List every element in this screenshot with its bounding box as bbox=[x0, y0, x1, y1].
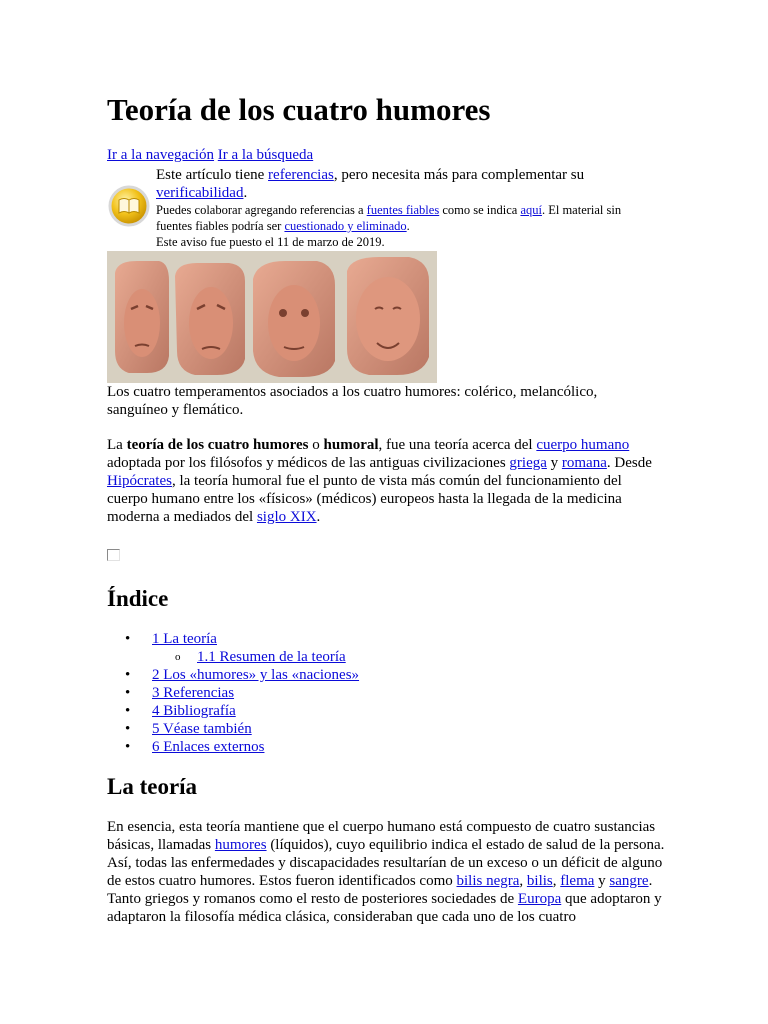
intro-paragraph bbox=[107, 436, 652, 526]
section-heading-la-teoria: La teoría bbox=[107, 774, 198, 799]
intro-text: adoptada por los filósofos y médicos de las antiguas civilizaciones bbox=[107, 455, 510, 471]
notice-text: Este artículo tiene bbox=[156, 167, 269, 183]
toc-item bbox=[125, 630, 359, 666]
cuerpo-humano-link[interactable]: cuerpo humano bbox=[536, 437, 630, 453]
verificabilidad-link[interactable]: verificabilidad bbox=[156, 185, 244, 201]
notice-text: . bbox=[406, 219, 410, 233]
body-text: que adoptaron y adaptaron la filosofía médica clásica, consideraban que cada uno de los cuatro bbox=[107, 891, 662, 925]
referencias-link[interactable]: referencias bbox=[268, 167, 334, 183]
notice-date: Este aviso fue puesto el 11 de marzo de 2019. bbox=[156, 235, 385, 249]
skip-search-link[interactable]: Ir a la búsqueda bbox=[217, 147, 314, 163]
toc-link-bibliografia[interactable]: 4 Bibliografía bbox=[152, 703, 236, 719]
hipocrates-link[interactable]: Hipócrates bbox=[107, 473, 172, 489]
notice-text: Puedes colaborar agregando referencias a bbox=[156, 203, 367, 217]
intro-text: La bbox=[107, 437, 127, 453]
cuestionado-link[interactable]: cuestionado y eliminado bbox=[284, 219, 407, 233]
four-temperaments-image[interactable] bbox=[107, 251, 437, 383]
body-text: y bbox=[594, 873, 610, 889]
body-text: En esencia, esta teoría mantiene que el cuerpo humano está compuesto de cuatro sustancias básicas, llamadas bbox=[107, 819, 656, 853]
toc-item bbox=[125, 684, 359, 702]
intro-text: o bbox=[308, 437, 324, 453]
page-title: Teoría de los cuatro humores bbox=[107, 92, 491, 127]
image-caption: Los cuatro temperamentos asociados a los cuatro humores: colérico, melancólico, sanguíneo y flemático. bbox=[107, 384, 598, 418]
intro-text: y bbox=[546, 455, 562, 471]
notice-line-1 bbox=[156, 166, 656, 202]
melancholic-face bbox=[175, 263, 245, 375]
toc-sublist bbox=[152, 648, 359, 666]
aqui-link[interactable]: aquí bbox=[520, 203, 542, 217]
skip-nav-link[interactable]: Ir a la navegación bbox=[107, 147, 215, 163]
toc-link-resumen[interactable]: 1.1 Resumen de la teoría bbox=[197, 649, 346, 665]
body-text: , bbox=[552, 873, 561, 889]
broken-image-icon bbox=[107, 549, 120, 561]
toc-link-referencias[interactable]: 3 Referencias bbox=[152, 685, 235, 701]
references-notice bbox=[156, 166, 656, 250]
body-text: . Tanto griegos y romanos como el resto de posteriores sociedades de bbox=[107, 873, 653, 907]
book-notice-icon bbox=[107, 184, 151, 228]
skip-links bbox=[107, 146, 313, 164]
phlegmatic-face bbox=[347, 257, 429, 375]
sangre-link[interactable]: sangre bbox=[609, 873, 649, 889]
toc-link-humores-naciones[interactable]: 2 Los «humores» y las «naciones» bbox=[152, 667, 360, 683]
europa-link[interactable]: Europa bbox=[517, 891, 562, 907]
romana-link[interactable]: romana bbox=[561, 455, 607, 471]
notice-text: , pero necesita más para complementar su bbox=[333, 167, 585, 183]
toc-link-la-teoria[interactable]: 1 La teoría bbox=[152, 631, 217, 647]
choleric-face bbox=[115, 261, 169, 373]
fuentes-fiables-link[interactable]: fuentes fiables bbox=[366, 203, 440, 217]
intro-text: . Desde bbox=[606, 455, 652, 471]
siglo-xix-link[interactable]: siglo XIX bbox=[256, 509, 317, 525]
toc-link-enlaces-externos[interactable]: 6 Enlaces externos bbox=[152, 739, 265, 755]
intro-bold-term: humoral bbox=[323, 437, 379, 453]
body-text: (líquidos), cuyo equilibrio indica el estado de salud de la persona. Así, todas las enfermedades y discapacidades resultarían de un exceso o un déficit de alguno de estos cuatro humores. Estos fueron identificados como bbox=[107, 837, 665, 889]
intro-text: , fue una teoría acerca del bbox=[378, 437, 537, 453]
la-teoria-paragraph bbox=[107, 818, 667, 926]
griega-link[interactable]: griega bbox=[509, 455, 547, 471]
toc-link-vease-tambien[interactable]: 5 Véase también bbox=[152, 721, 252, 737]
notice-line-2 bbox=[156, 202, 656, 234]
toc-heading: Índice bbox=[107, 586, 169, 611]
bilis-negra-link[interactable]: bilis negra bbox=[456, 873, 520, 889]
intro-bold-term: teoría de los cuatro humores bbox=[126, 437, 309, 453]
humores-link[interactable]: humores bbox=[214, 837, 267, 853]
toc-item bbox=[125, 720, 359, 738]
notice-text: . El material sin fuentes fiables podría ser bbox=[156, 203, 622, 233]
toc-item bbox=[125, 702, 359, 720]
notice-text: . bbox=[243, 185, 248, 201]
sanguine-face bbox=[253, 261, 335, 377]
toc-subitem bbox=[175, 648, 359, 666]
flema-link[interactable]: flema bbox=[560, 873, 595, 889]
intro-text: , la teoría humoral fue el punto de vista más común del funcionamiento del cuerpo humano entre los «físicos» (médicos) europeos hasta la llegada de la medicina moderna a mediados del bbox=[107, 473, 622, 525]
body-text: , bbox=[519, 873, 527, 889]
table-of-contents bbox=[125, 630, 359, 756]
toc-item bbox=[125, 666, 359, 684]
toc-item bbox=[125, 738, 359, 756]
bilis-link[interactable]: bilis bbox=[526, 873, 553, 889]
intro-text: . bbox=[316, 509, 321, 525]
notice-text: como se indica bbox=[439, 203, 521, 217]
